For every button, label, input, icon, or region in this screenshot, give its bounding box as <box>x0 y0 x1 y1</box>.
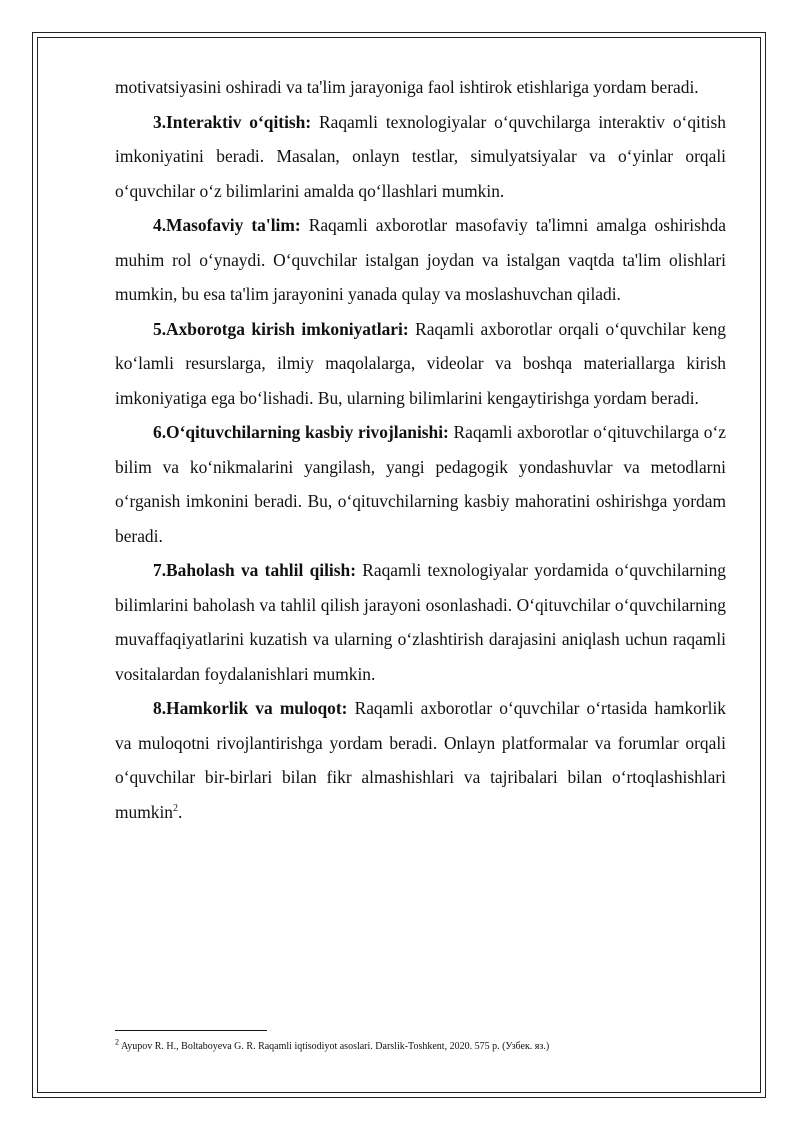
paragraph-heading: 3.Interaktiv o‘qitish: <box>153 111 312 132</box>
paragraph-text: Raqamli axborotlar orqali o‘quvchilar keng ko‘lamli resurslarga, ilmiy maqolalarga, videolar va boshqa materiallarga kirish imkoniyatiga ega bo‘lishadi. Bu, ularning bilimlarini kengaytirishga yordam beradi. <box>115 318 727 408</box>
paragraph-heading: 4.Masofaviy ta'lim: <box>153 215 301 235</box>
footnote-marker: 2 <box>115 1037 119 1047</box>
paragraph-continuation: motivatsiyasini oshiradi va ta'lim jarayoniga faol ishtirok etishlariga yordam beradi. <box>115 77 699 97</box>
footnote-text: Ayupov R. H., Boltaboyeva G. R. Raqamli iqtisodiyot asoslari. Darslik-Toshkent, 2020. 575 p. (Узбек. яз.) <box>119 1041 550 1052</box>
paragraph-heading: 5.Axborotga kirish imkoniyatlari: <box>153 318 409 339</box>
footnote-separator <box>115 1030 267 1031</box>
paragraph-tail: . <box>177 801 183 822</box>
paragraph-text: Raqamli axborotlar masofaviy ta'limni amalga oshirishda muhim rol o‘ynaydi. O‘quvchilar istalgan joydan va istalgan vaqtda ta'lim olishlari mumkin, bu esa ta'lim jarayonini yanada qulay va moslashuvchan qiladi. <box>115 215 726 304</box>
paragraph-heading: 7.Baholash va tahlil qilish: <box>153 560 356 580</box>
footnote-reference[interactable]: 2 <box>172 802 178 814</box>
paragraph-collaboration <box>115 691 726 829</box>
paragraph-distance-learning <box>115 208 726 312</box>
paragraph-assessment <box>115 553 726 691</box>
footnote <box>115 1037 726 1054</box>
paragraph-text: Raqamli axborotlar o‘quvchilar o‘rtasida hamkorlik va muloqotni rivojlantirishga yordam beradi. Onlayn platformalar va forumlar orqali o‘quvchilar bir-birlari bilan fikr almashishlari va tajribalari bilan o‘rtoqlashishlari mumkin <box>115 698 726 822</box>
paragraph-teacher-development <box>115 415 726 553</box>
paragraph-heading: 6.O‘qituvchilarning kasbiy rivojlanishi: <box>153 422 449 442</box>
paragraph-heading: 8.Hamkorlik va muloqot: <box>153 698 348 718</box>
paragraph-text: Raqamli axborotlar o‘qituvchilarga o‘z bilim va ko‘nikmalarini yangilash, yangi pedagogik yondashuvlar va metodlarni o‘rganish imkonini beradi. Bu, o‘qituvchilarning kasbiy mahoratini oshirishga yordam beradi. <box>115 422 726 546</box>
paragraph-text: Raqamli texnologiyalar o‘quvchilarga interaktiv o‘qitish imkoniyatini beradi. Masalan, onlayn testlar, simulyatsiyalar va o‘yinlar orqali o‘quvchilar o‘z bilimlarini amalda qo‘llashlari mumkin. <box>115 111 726 201</box>
paragraph-information-access <box>115 312 726 416</box>
paragraph-interactive-learning <box>115 105 726 209</box>
paragraph-text: Raqamli texnologiyalar yordamida o‘quvchilarning bilimlarini baholash va tahlil qilish jarayoni osonlashadi. O‘qituvchilar o‘quvchilarning muvaffaqiyatlarini kuzatish va ularning o‘zlashtirish darajasini aniqlash uchun raqamli vositalardan foydalanishlari mumkin. <box>115 560 726 684</box>
document-body <box>115 70 726 829</box>
